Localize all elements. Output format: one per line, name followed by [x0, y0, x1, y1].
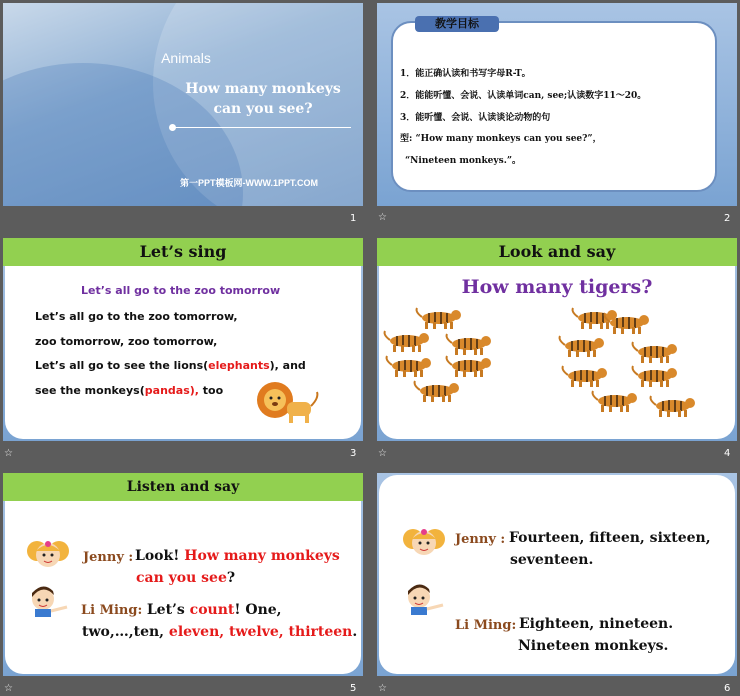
- objective-1: 1．能正确认读和书写字母R-T。: [400, 69, 531, 79]
- jenny-label: Jenny :: [455, 532, 506, 547]
- tiger-icon: [417, 308, 461, 329]
- jenny-line-2: seventeen.: [510, 552, 594, 568]
- jenny-line-2: can you see?: [136, 570, 236, 586]
- slide-title: Listen and say: [3, 473, 363, 501]
- slide-title: Let’s sing: [3, 238, 363, 266]
- liming-label: Li Ming:: [455, 618, 517, 633]
- slide-1-thumbnail[interactable]: [3, 3, 363, 206]
- tiger-icon: [573, 308, 617, 329]
- objective-3-end: “Nineteen monkeys.”。: [405, 156, 522, 166]
- objective-2: 2．能能听懂、会说、认读单词can, see;认读数字11～20。: [400, 91, 647, 101]
- tiger-icon: [593, 391, 637, 412]
- jenny-line-1: Fourteen, fifteen, sixteen,: [509, 530, 711, 546]
- lyric-line-3: Let’s all go to see the lions(elephants), and: [35, 359, 306, 372]
- tiger-icon: [415, 381, 459, 402]
- liming-line-2: Nineteen monkeys.: [518, 638, 669, 654]
- jenny-avatar-icon: [23, 537, 71, 571]
- slide-number: 2: [724, 213, 731, 224]
- tiger-icon: [560, 336, 604, 357]
- tiger-icon: [387, 356, 431, 377]
- tiger-icon: [447, 356, 491, 377]
- slide-number: 3: [350, 448, 357, 459]
- liming-avatar-icon: [401, 581, 447, 615]
- lion-icon: [251, 378, 321, 426]
- jenny-avatar-icon: [399, 525, 447, 559]
- slide-number: 4: [724, 448, 731, 459]
- lyric-line-2: zoo tomorrow, zoo tomorrow,: [35, 335, 218, 348]
- star-icon[interactable]: ☆: [378, 212, 387, 223]
- liming-avatar-icon: [25, 583, 71, 617]
- slide-2-thumbnail[interactable]: [377, 3, 737, 206]
- divider-dot: [169, 124, 176, 131]
- lyric-line-1: Let’s all go to the zoo tomorrow,: [35, 310, 238, 323]
- star-icon[interactable]: ☆: [4, 448, 13, 459]
- slide-3-thumbnail[interactable]: [3, 238, 363, 441]
- objective-3: 3．能听懂、会说、认读谈论动物的句: [400, 113, 551, 123]
- slide-title-line2: can you see?: [213, 101, 313, 117]
- slide-title-line1: How many monkeys: [185, 81, 341, 97]
- song-title: Let’s all go to the zoo tomorrow: [81, 284, 281, 297]
- slide-title: Look and say: [377, 238, 737, 266]
- star-icon[interactable]: ☆: [378, 683, 387, 694]
- tiger-icon: [563, 366, 607, 387]
- tiger-group: [377, 238, 737, 441]
- question-text: How many tigers?: [461, 276, 653, 298]
- slide-number: 6: [724, 683, 731, 694]
- star-icon[interactable]: ☆: [4, 683, 13, 694]
- star-icon[interactable]: ☆: [378, 448, 387, 459]
- slide-6-thumbnail[interactable]: [377, 473, 737, 676]
- footer-watermark: 第一PPT模板网-WWW.1PPT.COM: [180, 178, 318, 188]
- jenny-line-1: Look! How many monkeys: [135, 548, 340, 564]
- slide-5-thumbnail[interactable]: [3, 473, 363, 676]
- objective-3-cont: 型: “How many monkeys can you see?”，: [400, 134, 602, 144]
- divider-line: [173, 127, 351, 128]
- jenny-label: Jenny :: [83, 550, 134, 565]
- tiger-icon: [447, 334, 491, 355]
- liming-line-2: two,…,ten, eleven, twelve, thirteen.: [82, 624, 358, 640]
- content-card: [391, 21, 717, 192]
- slide-number: 1: [350, 213, 357, 224]
- section-title: Animals: [161, 50, 211, 66]
- tiger-icon: [651, 396, 695, 417]
- tiger-icon: [633, 342, 677, 363]
- lyric-line-4: see the monkeys(pandas), too: [35, 384, 224, 397]
- heading-badge: 教学目标: [415, 16, 499, 32]
- tiger-icon: [385, 331, 429, 352]
- liming-line-1: Li Ming: Let’s count! One,: [81, 602, 282, 618]
- tiger-icon: [633, 366, 677, 387]
- slide-4-thumbnail[interactable]: [377, 238, 737, 441]
- liming-line-1: Eighteen, nineteen.: [519, 616, 674, 632]
- slide-number: 5: [350, 683, 357, 694]
